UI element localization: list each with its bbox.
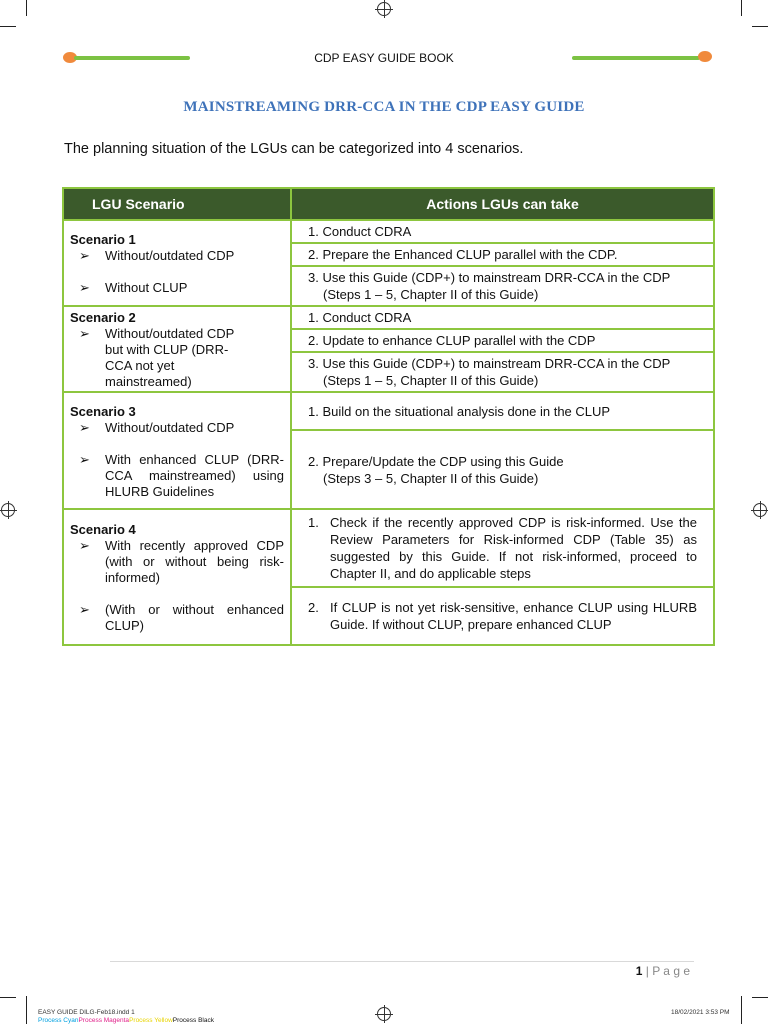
arrow-bullet-icon: ➢ [79,280,90,295]
crop-mark-tr-v [741,0,742,16]
action-cell: 1. Conduct CDRA [291,220,714,243]
running-header: CDP EASY GUIDE BOOK [314,51,454,65]
scenario-2-name: Scenario 2 [70,310,136,325]
table-row [63,306,714,329]
registration-mark-icon [377,2,391,16]
crop-mark-bl-h [0,997,16,998]
scenario-1-name: Scenario 1 [70,232,136,247]
scenario-table [62,187,715,646]
table-row [63,509,714,587]
action-cell: 3. Use this Guide (CDP+) to mainstream DRR-CCA in the CDP (Steps 1 – 5, Chapter II of this Guide) [291,266,714,306]
scenario-4-name: Scenario 4 [70,522,136,537]
table-header-row [63,188,714,220]
action-cell: 1. Check if the recently approved CDP is risk-informed. Use the Review Parameters for Risk-informed CDP (Table 35) as suggested by this Guide. If not risk-informed, proceed to Chapter II, and do applicable steps [291,509,714,587]
scenario-4-cell [63,509,291,645]
arrow-bullet-icon: ➢ [79,451,90,467]
intro-paragraph: The planning situation of the LGUs can be categorized into 4 scenarios. [64,141,524,157]
scenario-2-cell [63,306,291,392]
arrow-bullet-icon: ➢ [79,538,90,553]
arrow-bullet-icon: ➢ [79,248,90,263]
action-cell: 2. Prepare/Update the CDP using this Guide (Steps 3 – 5, Chapter II of this Guide) [291,430,714,509]
table-row [63,392,714,430]
page-title: MAINSTREAMING DRR-CCA IN THE CDP EASY GUIDE [183,99,585,115]
list-item: ➢ Without CLUP [70,280,284,296]
col-header-scenario: LGU Scenario [63,188,291,220]
page-number: 1 | P a g e [635,964,690,978]
list-item: ➢ With enhanced CLUP (DRR-CCA mainstreamed) using HLURB Guidelines [70,452,284,500]
crop-mark-tr-h [752,26,768,27]
scenario-1-cell [63,220,291,306]
action-cell: 2. Prepare the Enhanced CLUP parallel with the CDP. [291,243,714,266]
arrow-bullet-icon: ➢ [79,602,90,617]
action-cell: 2. If CLUP is not yet risk-sensitive, enhance CLUP using HLURB Guide. If without CLUP, prepare enhanced CLUP [291,587,714,645]
crop-mark-bl-v [26,996,27,1024]
action-cell: 2. Update to enhance CLUP parallel with the CDP [291,329,714,352]
crop-mark-tl-v [26,0,27,16]
list-item: ➢ With recently approved CDP (with or without being risk-informed) [70,538,284,586]
action-cell: 1. Conduct CDRA [291,306,714,329]
registration-mark-icon [753,503,767,517]
slug-file: EASY GUIDE DILG-Feb18.indd 1 [38,1009,135,1016]
footer-divider [110,961,694,962]
arrow-bullet-icon: ➢ [79,419,90,435]
slug-date: 18/02/2021 3:53 PM [671,1009,730,1016]
list-item: ➢ Without/outdated CDP [70,248,284,264]
list-item: ➢ Without/outdated CDP but with CLUP (DRR-CCA not yet mainstreamed) [70,326,284,390]
slug-plates: Process CyanProcess MagentaProcess YellowProcess Black [38,1017,214,1024]
action-cell: 3. Use this Guide (CDP+) to mainstream DRR-CCA in the CDP (Steps 1 – 5, Chapter II of this Guide) [291,352,714,392]
table-row [63,220,714,243]
crop-mark-tl-h [0,26,16,27]
registration-mark-icon [377,1007,391,1021]
action-cell: 1. Build on the situational analysis done in the CLUP [291,392,714,430]
registration-mark-icon [1,503,15,517]
scenario-3-cell [63,392,291,509]
list-item: ➢ Without/outdated CDP [70,420,284,436]
crop-mark-br-h [752,997,768,998]
scenario-3-name: Scenario 3 [70,403,136,419]
arrow-bullet-icon: ➢ [79,326,90,341]
list-item: ➢ (With or without enhanced CLUP) [70,602,284,634]
col-header-actions: Actions LGUs can take [291,188,714,220]
crop-mark-br-v [741,996,742,1024]
